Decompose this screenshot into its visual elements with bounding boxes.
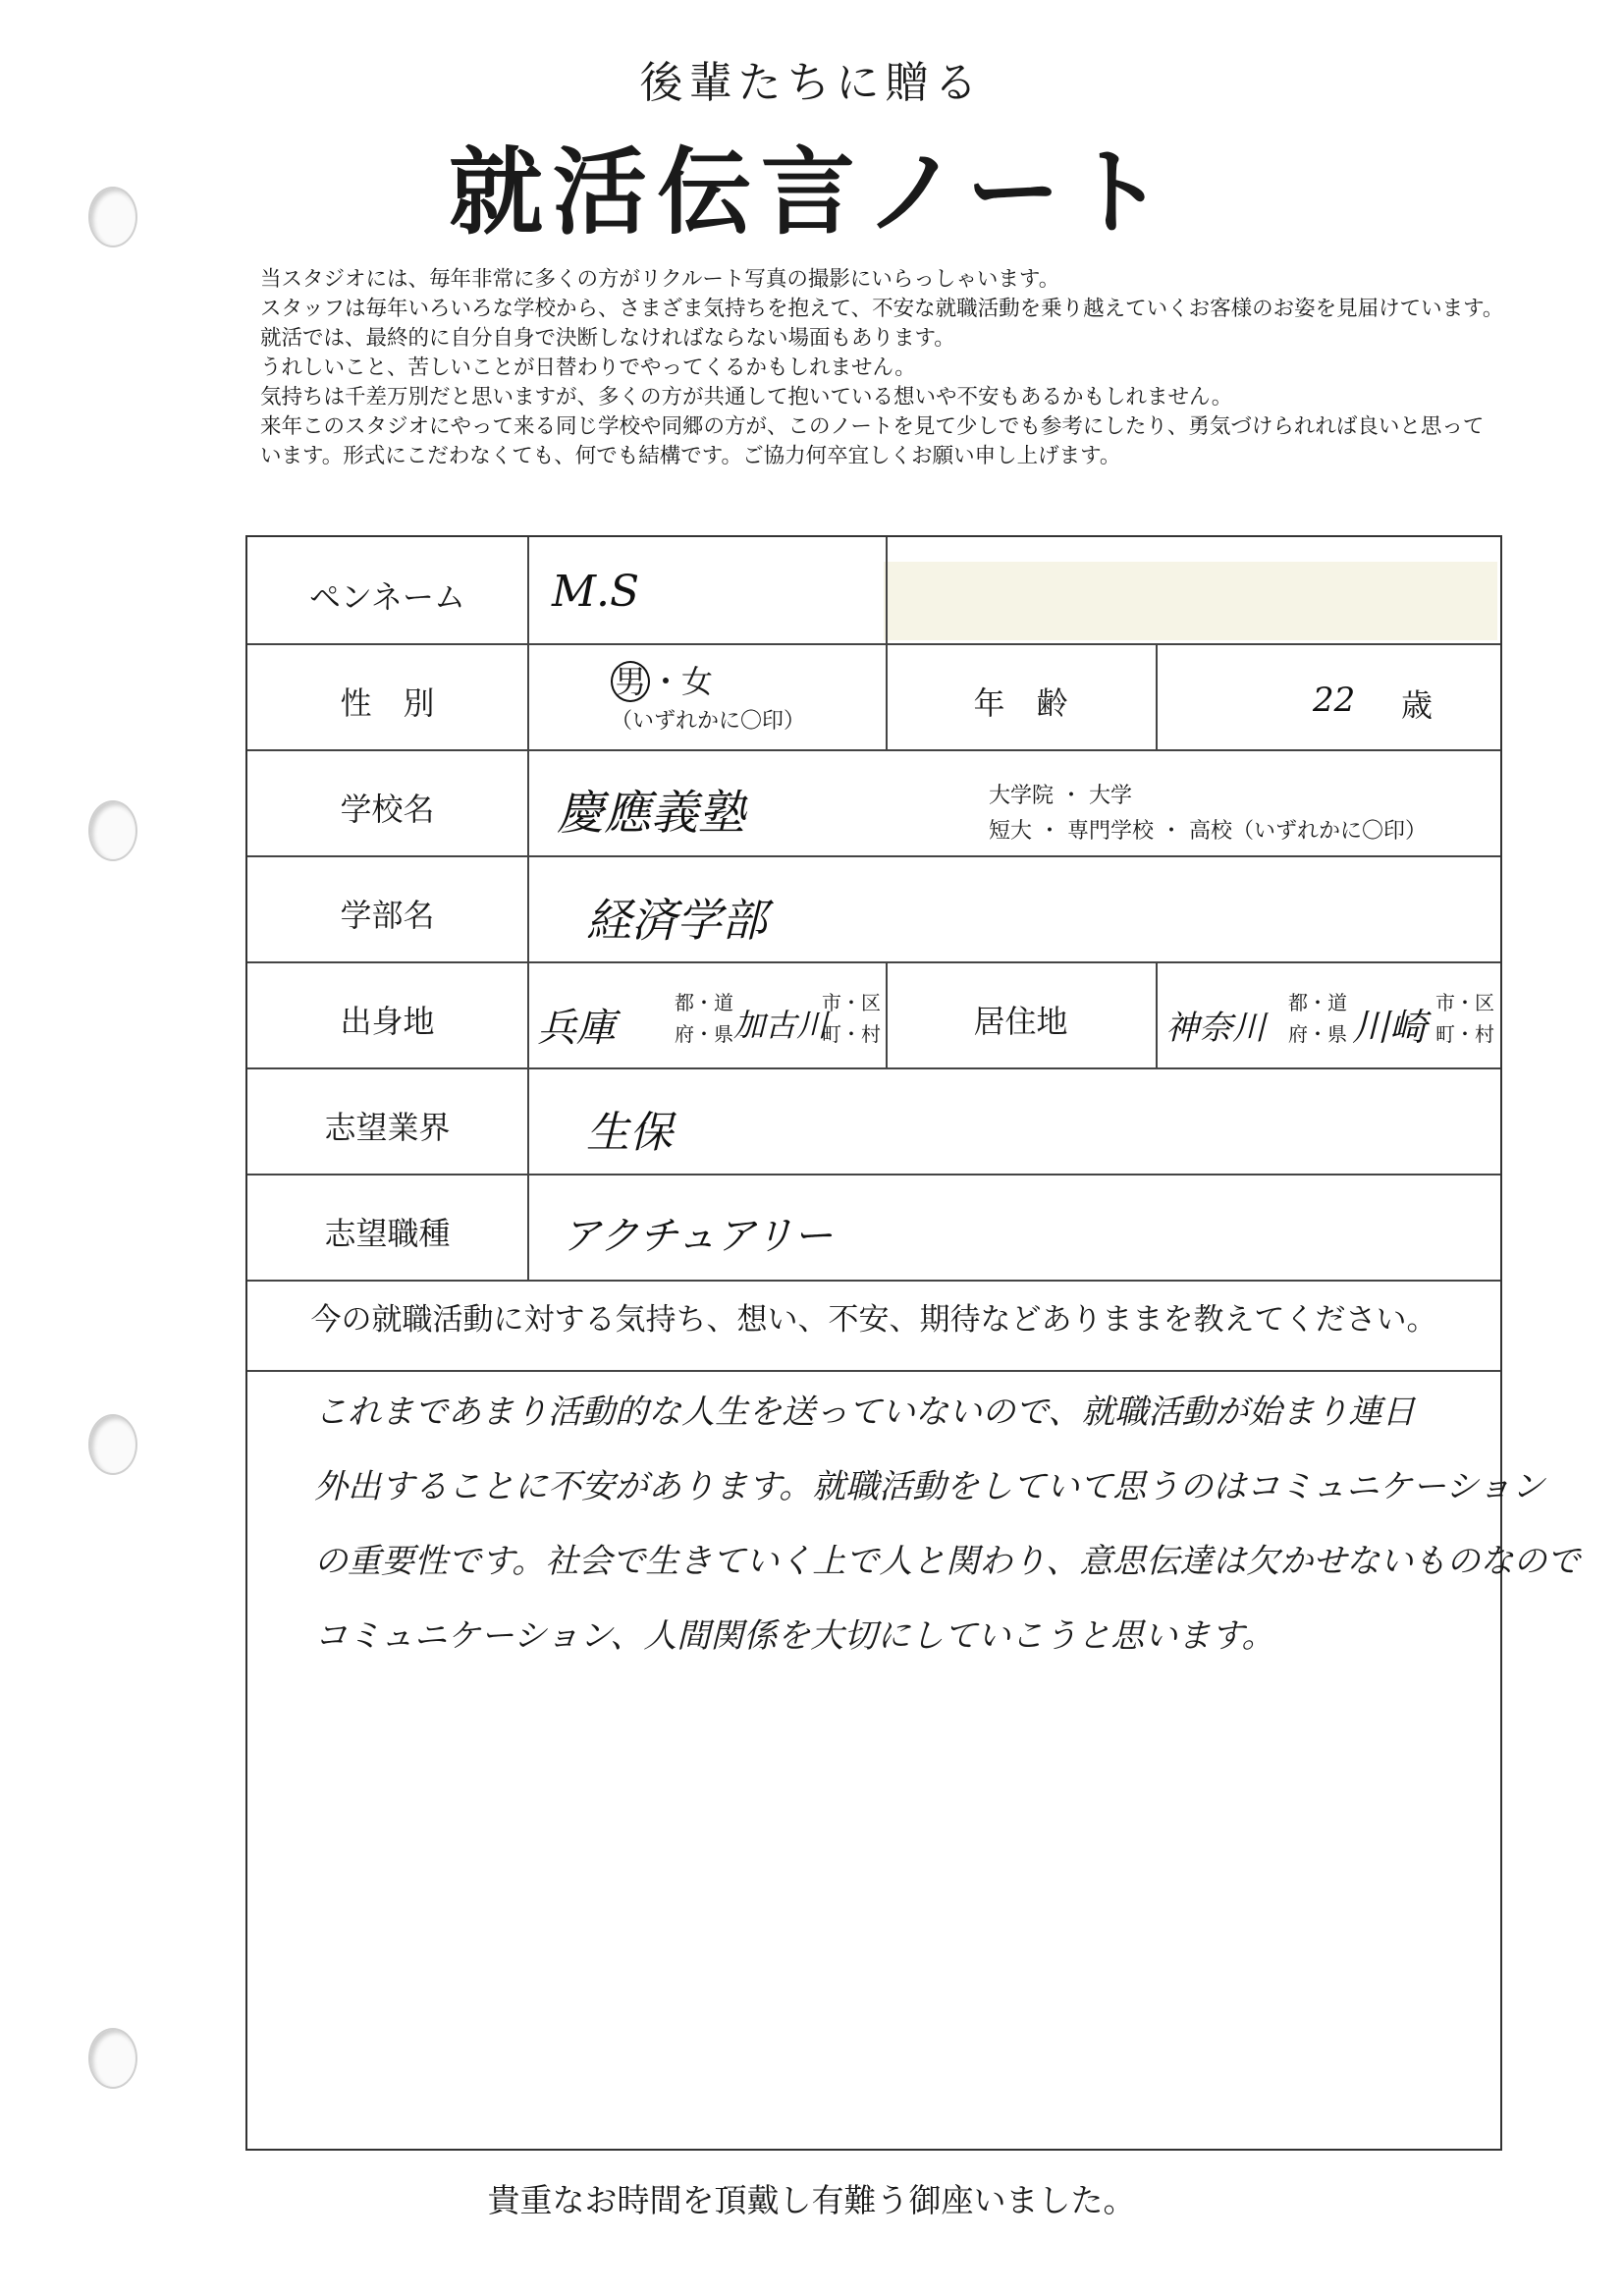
intro-line: 気持ちは千差万別だと思いますが、多くの方が共通して抱いている想いや不安もあるかもしれません。 (260, 385, 1233, 410)
birthplace-label: 出身地 (340, 1003, 435, 1040)
gender-sep: ・ (650, 663, 682, 700)
essay-line: これまであまり活動的な人生を送っていないので、就職活動が始まり連日 (314, 1393, 1416, 1432)
school-value: 慶應義塾 (557, 786, 746, 841)
essay-line: の重要性です。社会で生きていく上で人と関わり、意思伝達は欠かせないものなので (314, 1542, 1581, 1581)
residence-pref-units-2: 府・県 (1288, 1022, 1347, 1046)
residence-city-units-1: 市・区 (1435, 991, 1494, 1014)
industry-label: 志望業界 (324, 1109, 451, 1146)
gender-note: （いずれかに〇印） (611, 709, 806, 734)
birthplace-pref-units-2: 府・県 (675, 1022, 733, 1046)
job-label: 志望職種 (324, 1215, 451, 1252)
birthplace-city: 加古川 (733, 1007, 829, 1044)
essay-line: 外出することに不安があります。就職活動をしていて思うのはコミュニケーション (314, 1467, 1545, 1506)
age-unit: 歳 (1401, 686, 1434, 724)
job-value: アクチュアリー (562, 1214, 833, 1259)
pen-name-value: M.S (552, 567, 640, 617)
industry-value: 生保 (586, 1108, 673, 1158)
footer-thanks: 貴重なお時間を頂戴し有難う御座いました。 (487, 2181, 1136, 2219)
intro-line: うれしいこと、苦しいことが日替わりでやってくるかもしれません。 (260, 355, 916, 380)
birthplace-pref: 兵庫 (537, 1006, 616, 1051)
essay-line: コミュニケーション、人間関係を大切にしていこうと思います。 (314, 1616, 1275, 1656)
school-types-line1: 大学院 ・ 大学 (989, 784, 1132, 808)
faculty-label: 学部名 (340, 897, 435, 934)
faculty-value: 経済学部 (586, 894, 767, 947)
school-types-line2: 短大 ・ 専門学校 ・ 高校（いずれかに〇印） (989, 819, 1427, 844)
essay-prompt: 今の就職活動に対する気持ち、想い、不安、期待などありままを教えてください。 (310, 1302, 1437, 1338)
form-table (245, 535, 1502, 2151)
intro-line: スタッフは毎年いろいろな学校から、さまざま気持ちを抱えて、不安な就職活動を乗り越えていくお客様のお姿を見届けています。 (260, 297, 1504, 321)
intro-paragraph (260, 265, 1596, 471)
residence-label: 居住地 (973, 1003, 1068, 1040)
school-label: 学校名 (340, 791, 435, 828)
intro-line: います。形式にこだわなくても、何でも結構です。ご協力何卒宜しくお願い申し上げます。 (260, 444, 1121, 468)
gender-female: 女 (681, 663, 714, 700)
gender-label: 性 別 (340, 684, 435, 722)
intro-line: 就活では、最終的に自分自身で決断しなければならない場面もあります。 (260, 326, 955, 351)
residence-city: 川崎 (1352, 1006, 1428, 1049)
binder-hole (88, 2028, 137, 2089)
age-value: 22 (1313, 681, 1356, 720)
page-title: 就活伝言ノート (448, 137, 1175, 247)
residence-pref: 神奈川 (1165, 1009, 1266, 1048)
birthplace-city-units-2: 町・村 (822, 1022, 881, 1046)
page-subtitle: 後輩たちに贈る (639, 58, 984, 108)
binder-hole (88, 800, 137, 861)
gender-male: 男 (611, 661, 650, 702)
birthplace-pref-units-1: 都・道 (675, 991, 733, 1014)
pen-name-label: ペンネーム (308, 578, 466, 616)
essay-answer (314, 1375, 1580, 1673)
residence-city-units-2: 町・村 (1435, 1022, 1494, 1046)
residence-pref-units-1: 都・道 (1288, 991, 1347, 1014)
age-label: 年 齢 (973, 684, 1068, 722)
intro-line: 来年このスタジオにやって来る同じ学校や同郷の方が、このノートを見て少しでも参考にしたり、勇気づけられれば良いと思って (260, 414, 1485, 439)
intro-line: 当スタジオには、毎年非常に多くの方がリクルート写真の撮影にいらっしゃいます。 (260, 267, 1060, 292)
binder-hole (88, 1414, 137, 1475)
birthplace-city-units-1: 市・区 (822, 991, 881, 1014)
gender-options (611, 657, 713, 702)
